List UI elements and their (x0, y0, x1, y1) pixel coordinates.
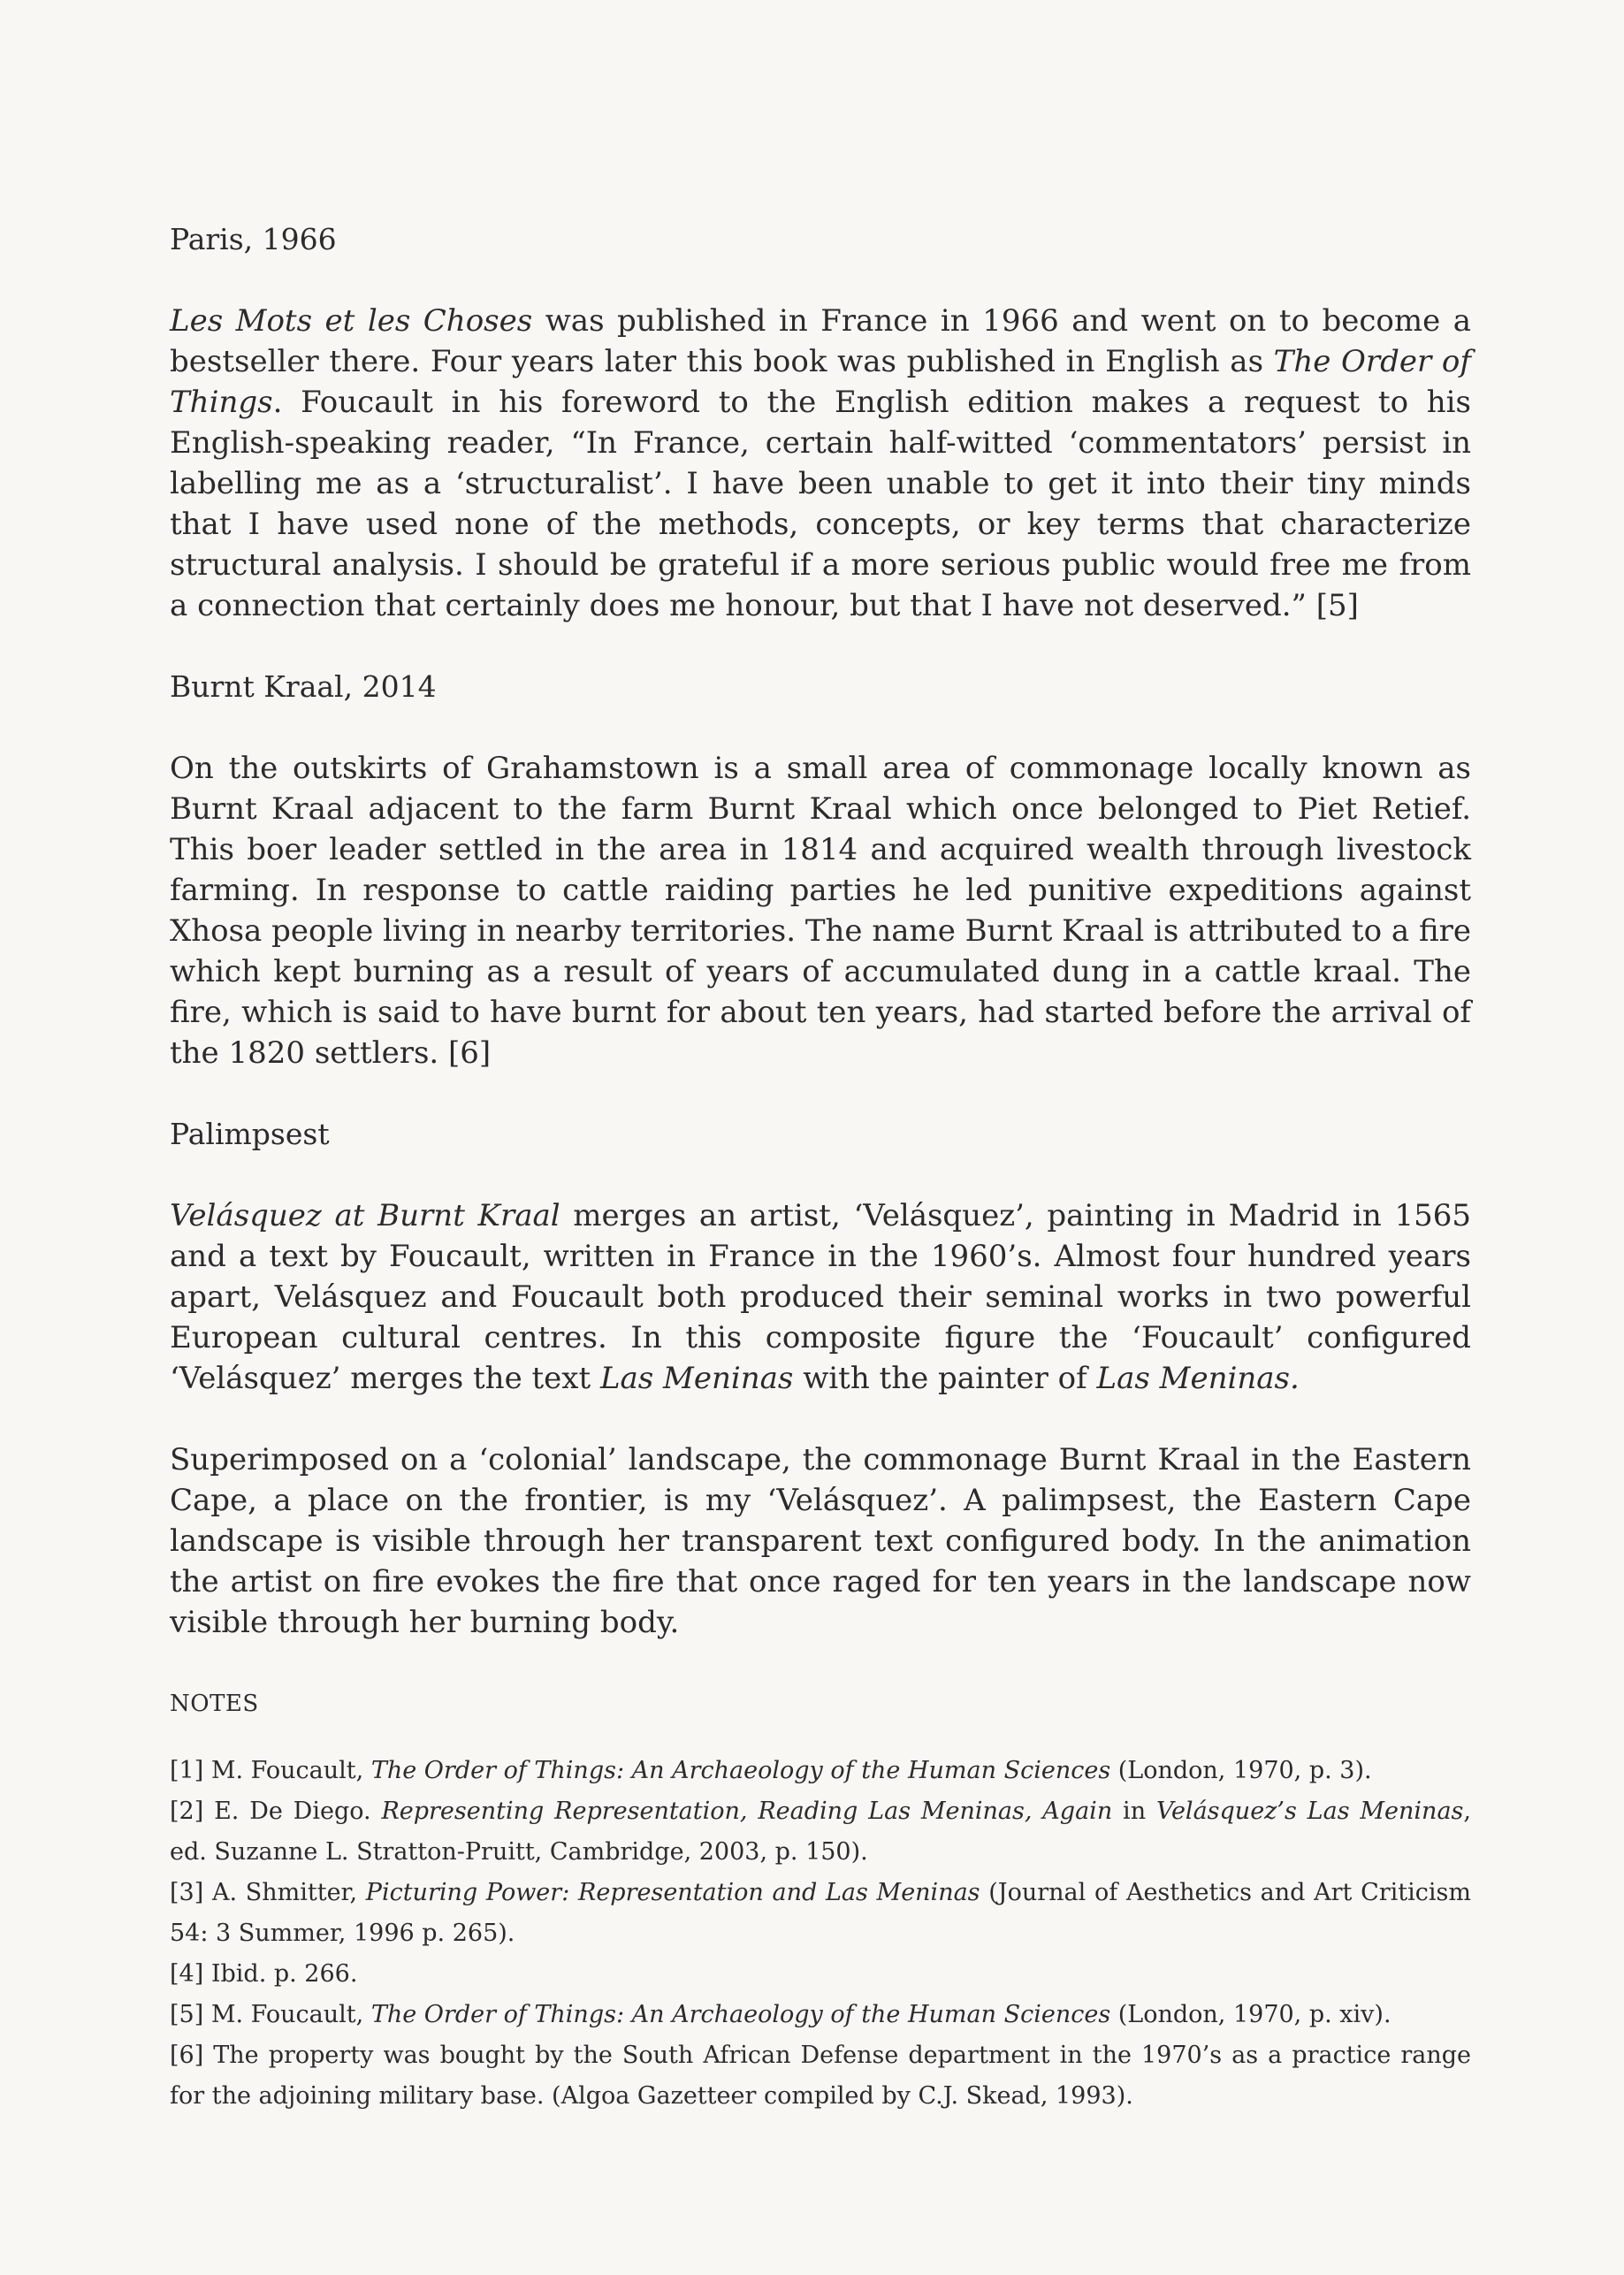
note-item (170, 1873, 1471, 1954)
text-run: (Journal of Aesthetics and Art Criticism 54: 3 Summer, 1996 p. 265). (170, 1879, 1472, 1947)
italic-run: The Order of Things: An Archaeology of the Human Sciences (370, 1757, 1111, 1784)
section-heading-palimpsest: Palimpsest (170, 1117, 330, 1151)
text-run: [1] M. Foucault, (170, 1757, 371, 1784)
italic-run: Las Meninas (599, 1361, 794, 1396)
italic-run: Representing Representation, Reading Las Meninas, Again (381, 1798, 1113, 1825)
text-run: [5] M. Foucault, (170, 2001, 371, 2028)
italic-run: Les Mots et les Choses (170, 303, 533, 339)
italic-run: The Order of Things (170, 344, 1471, 420)
text-run: [4] Ibid. p. 266. (170, 1960, 358, 1988)
text-run: merges an artist, ‘Velásquez’, painting in Madrid in 1565 and a text by Foucault, written in France in the 1960’s. Almost four hundred years apart, Velásquez and Foucault both produced their seminal works in two powerful European cultural centres. In this composite figure the ‘Foucault’ configured ‘Velásquez’ merges the text (170, 1198, 1471, 1396)
text-run: On the outskirts of Grahamstown is a small area of commonage locally known as Burnt Kraal adjacent to the farm Burnt Kraal which once belonged to Piet Retief. This boer leader settled in the area in 1814 and acquired wealth through livestock farming. In response to cattle raiding parties he led punitive expeditions against Xhosa people living in nearby territories. The name Burnt Kraal is attributed to a fire which kept burning as a result of years of accumulated dung in a cattle kraal. The fire, which is said to have burnt for about ten years, had started before the arrival of the 1820 settlers. [6] (170, 751, 1471, 1071)
note-item (170, 1791, 1471, 1873)
italic-run: Picturing Power: Representation and Las Meninas (365, 1879, 980, 1906)
notes-heading: NOTES (170, 1691, 259, 1717)
note-item (170, 2035, 1471, 2117)
paragraph-burnt-kraal (170, 748, 1471, 1073)
text-run: Superimposed on a ‘colonial’ landscape, the commonage Burnt Kraal in the Eastern Cape, a place on the frontier, is my ‘Velásquez’. A palimpsest, the Eastern Cape landscape is visible through her transparent text configured body. In the animation the artist on fire evokes the fire that once raged for ten years in the landscape now visible through her burning body. (170, 1442, 1471, 1640)
section-heading-paris: Paris, 1966 (170, 222, 337, 256)
note-item (170, 1954, 1471, 1995)
text-run: in (1112, 1798, 1156, 1825)
note-item (170, 1751, 1471, 1791)
italic-run: Velásquez’s Las Meninas (1155, 1798, 1464, 1825)
text-run: was published in France in 1966 and went on to become a bestseller there. Four years later this book was published in English as (170, 303, 1471, 379)
text-run: [2] E. De Diego. (170, 1798, 382, 1825)
text-run: (London, 1970, p. 3). (1110, 1757, 1372, 1784)
note-item (170, 1995, 1471, 2035)
text-column (170, 219, 1471, 2117)
text-run: , ed. Suzanne L. Stratton-Pruitt, Cambridge, 2003, p. 150). (170, 1798, 1471, 1866)
paragraph-palimpsest-1 (170, 1195, 1471, 1399)
text-run: [3] A. Shmitter, (170, 1879, 366, 1906)
text-run: (London, 1970, p. xiv). (1110, 2001, 1391, 2028)
text-run: . Foucault in his foreword to the English edition makes a request to his English-speaking reader, “In France, certain half-witted ‘commentators’ persist in labelling me as a ‘structuralist’. I have been unable to get it into their tiny minds that I have used none of the methods, concepts, or key terms that characterize structural analysis. I should be grateful if a more serious public would free me from a connection that certainly does me honour, but that I have not deserved.” [5] (170, 385, 1471, 623)
text-run: [6] The property was bought by the South African Defense department in the 1970’s as a practice range for the adjoining military base. (Algoa Gazetteer compiled by C.J. Skead, 1993). (170, 2042, 1471, 2110)
paragraph-palimpsest-2 (170, 1439, 1471, 1643)
italic-run: The Order of Things: An Archaeology of the Human Sciences (370, 2001, 1111, 2028)
italic-run: Las Meninas. (1096, 1361, 1300, 1396)
section-heading-burnt-kraal: Burnt Kraal, 2014 (170, 669, 437, 704)
text-run: with the painter of (793, 1361, 1097, 1396)
italic-run: Velásquez at Burnt Kraal (170, 1198, 560, 1233)
paragraph-paris (170, 301, 1471, 626)
